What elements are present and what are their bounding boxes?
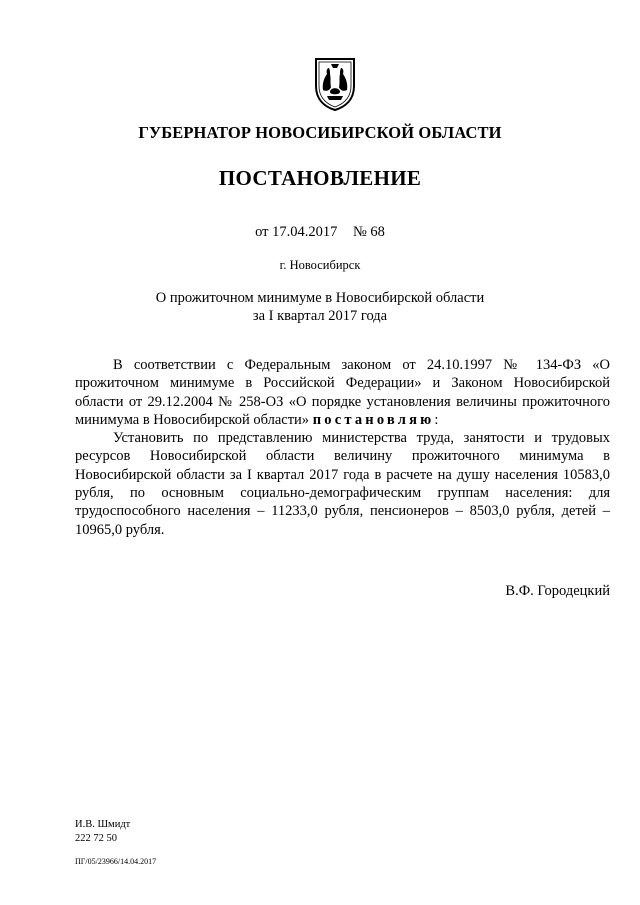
organization-title: ГУБЕРНАТОР НОВОСИБИРСКОЙ ОБЛАСТИ xyxy=(138,123,502,142)
city: г. Новосибирск xyxy=(279,258,361,272)
document-body xyxy=(75,356,610,539)
paragraph-1-end: : xyxy=(434,411,439,428)
date-line xyxy=(0,224,640,241)
document-date: от 17.04.2017 xyxy=(255,224,338,240)
coat-of-arms-icon xyxy=(313,56,357,112)
signature: В.Ф. Городецкий xyxy=(505,583,610,599)
contact-phone: 222 72 50 xyxy=(75,832,117,844)
document-subject xyxy=(0,289,640,325)
document-number: № 68 xyxy=(352,224,385,240)
paragraph-1-text: В соответствии с Федеральным законом от 24.10.1997 № 134-ФЗ «О прожиточном минимуме в Российской Федерации» и Законом Новосибирской области от 29.12.2004 № 258-ОЗ «О порядке установления величины прожиточного минимума в Новосибирской области» xyxy=(75,357,610,428)
document-type: ПОСТАНОВЛЕНИЕ xyxy=(218,166,422,190)
subject-line-1: О прожиточном минимуме в Новосибирской области xyxy=(155,290,485,306)
decree-word: постановляю xyxy=(312,411,435,428)
contact-block xyxy=(75,818,130,845)
body-paragraph-1 xyxy=(75,356,610,429)
contact-name: И.В. Шмидт xyxy=(75,819,131,830)
subject-line-2: за I квартал 2017 года xyxy=(252,308,388,324)
body-paragraph-2: Установить по представлению министерства труда, занятости и трудовых ресурсов Новосибирской области величину прожиточного минимума в Новосибирской области за I квартал 2017 года в расчете на душу населения 10583,0 рубля, по основным социально-демографическим группам населения: для трудоспособного населения – 11233,0 рубля, пенсионеров – 8503,0 рубля, детей – 10965,0 рубля. xyxy=(75,430,610,538)
footer-code: ПГ/05/23966/14.04.2017 xyxy=(75,857,157,866)
